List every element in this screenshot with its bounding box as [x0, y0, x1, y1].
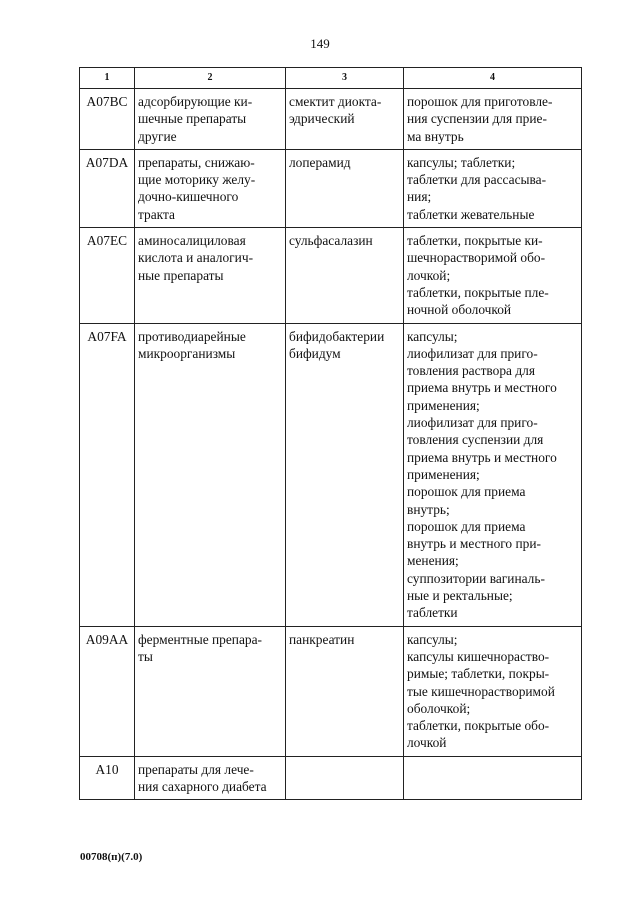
column-header-2: 2: [135, 68, 286, 89]
dosage-forms-cell: капсулы; лиофилизат для приго- товления раствора для приема внутрь и местного применения; лиофилизат для приго- товления суспензии для приема внутрь и местного применения; порошок для приема внутрь; порошок для приема внутрь и местного при- менения; суппозитории вагиналь- ные и ректальные; таблетки: [404, 323, 582, 626]
column-header-4: 4: [404, 68, 582, 89]
substance-cell: бифидобактерии бифидум: [286, 323, 404, 626]
dosage-forms-cell: порошок для приготовле- ния суспензии для прие- ма внутрь: [404, 89, 582, 150]
group-cell: препараты, снижаю- щие моторику желу- дочно-кишечного тракта: [135, 149, 286, 227]
table-header-row: [80, 68, 582, 89]
table-row: [80, 626, 582, 756]
substance-cell: [286, 756, 404, 800]
table-row: [80, 756, 582, 800]
substance-cell: лоперамид: [286, 149, 404, 227]
group-cell: аминосалициловая кислота и аналогич- ные препараты: [135, 228, 286, 323]
substance-cell: сульфасалазин: [286, 228, 404, 323]
table-row: [80, 228, 582, 323]
dosage-forms-cell: таблетки, покрытые ки- шечнорастворимой обо- лочкой; таблетки, покрытые пле- ночной оболочкой: [404, 228, 582, 323]
dosage-forms-cell: капсулы; таблетки; таблетки для рассасыва- ния; таблетки жевательные: [404, 149, 582, 227]
substance-cell: панкреатин: [286, 626, 404, 756]
atc-code-cell: A10: [80, 756, 135, 800]
atc-code-cell: A09AA: [80, 626, 135, 756]
group-cell: препараты для лече- ния сахарного диабета: [135, 756, 286, 800]
table-row: [80, 89, 582, 150]
atc-code-cell: A07DA: [80, 149, 135, 227]
page-number: 149: [310, 36, 330, 51]
substance-cell: смектит диокта- эдрический: [286, 89, 404, 150]
column-header-1: 1: [80, 68, 135, 89]
column-header-3: 3: [286, 68, 404, 89]
dosage-forms-cell: [404, 756, 582, 800]
group-cell: адсорбирующие ки- шечные препараты другие: [135, 89, 286, 150]
footer-code: 00708(п)(7.0): [80, 851, 143, 863]
atc-code-cell: A07EC: [80, 228, 135, 323]
group-cell: противодиарейные микроорганизмы: [135, 323, 286, 626]
table-row: [80, 323, 582, 626]
group-cell: ферментные препара- ты: [135, 626, 286, 756]
atc-code-cell: A07FA: [80, 323, 135, 626]
table-row: [80, 149, 582, 227]
atc-code-cell: A07BC: [80, 89, 135, 150]
drug-table: [79, 67, 582, 800]
dosage-forms-cell: капсулы; капсулы кишечнораство- римые; таблетки, покры- тые кишечнорастворимой оболочкой; таблетки, покрытые обо- лочкой: [404, 626, 582, 756]
